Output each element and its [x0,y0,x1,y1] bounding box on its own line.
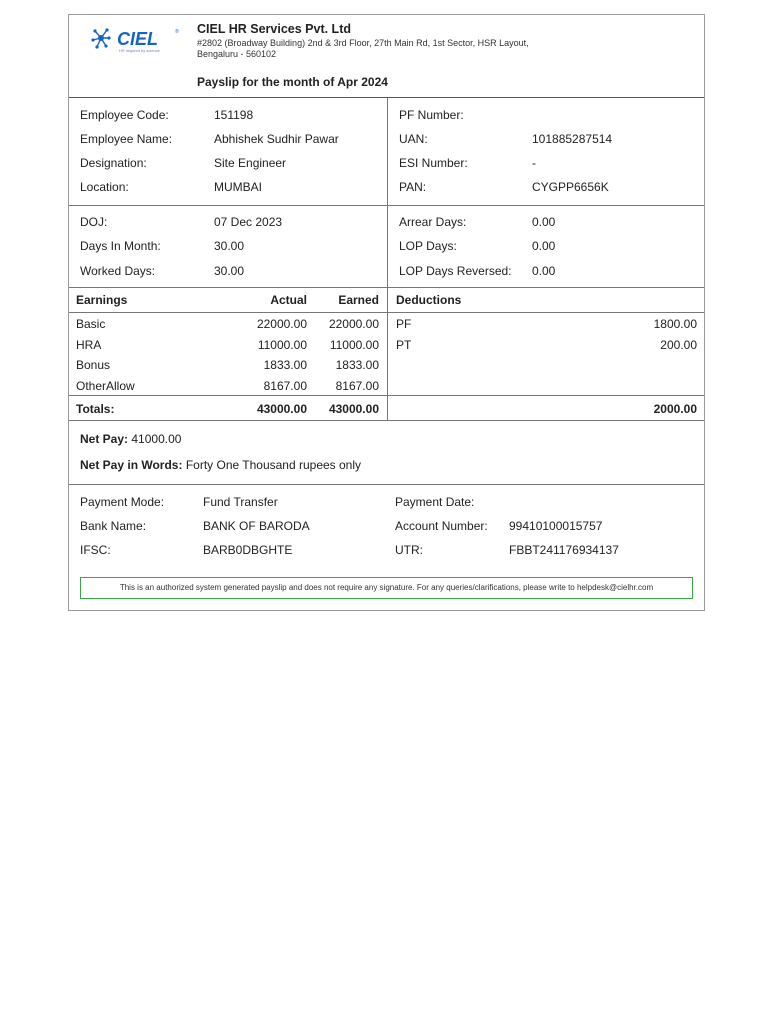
location: MUMBAI [214,180,262,194]
lop-days: 0.00 [532,239,556,253]
deduction-name: PF [396,317,412,331]
total-earned: 43000.00 [328,402,379,416]
net-pay-section [69,421,704,485]
company-address: #2802 (Broadway Building) 2nd & 3rd Floor, 27th Main Rd, 1st Sector, HSR Layout, Bengaluru - 560102 [197,38,529,59]
arrear-days: 0.00 [532,215,556,229]
attendance-details [69,206,704,288]
field-label: LOP Days Reversed: [399,264,512,278]
field-label: DOJ: [80,215,108,229]
total-actual: 43000.00 [256,402,307,416]
field-label: Days In Month: [80,239,161,253]
field-label: Bank Name: [80,519,147,533]
earning-actual: 8167.00 [263,379,307,393]
svg-text:CIEL: CIEL [117,29,159,49]
field-label: Worked Days: [80,264,156,278]
pan: CYGPP6656K [532,180,609,194]
earning-actual: 11000.00 [257,338,307,352]
field-label: Payment Date: [395,495,475,509]
net-pay-words-value: Forty One Thousand rupees only [185,458,362,472]
total-deductions: 2000.00 [653,402,697,416]
earning-name: Basic [76,317,106,331]
net-pay: Net Pay: 41000.00 [80,432,182,446]
deduction-amount: 200.00 [660,338,697,352]
svg-text:®: ® [175,29,179,35]
employee-code: 151198 [214,108,254,122]
field-label: Employee Name: [80,132,173,146]
company-name: CIEL HR Services Pvt. Ltd [197,22,351,36]
uan: 101885287514 [532,132,613,146]
deductions-header: Deductions [396,293,462,307]
field-label: IFSC: [80,543,111,557]
earning-name: Bonus [76,358,111,372]
field-label: UAN: [399,132,428,146]
earning-earned: 1833.00 [335,358,379,372]
field-label: UTR: [395,543,423,557]
earning-actual: 22000.00 [256,317,307,331]
designation: Site Engineer [214,156,287,170]
payment-details [69,485,704,610]
esi-number: - [532,156,536,170]
ifsc: BARB0DBGHTE [203,543,293,557]
earning-name: OtherAllow [76,379,135,393]
payslip-header [69,15,704,98]
field-label: Designation: [80,156,147,170]
earned-header: Earned [338,293,379,307]
field-label: Account Number: [395,519,488,533]
earning-name: HRA [76,338,102,352]
net-pay-words: Net Pay in Words: Forty One Thousand rupees only [80,458,362,472]
payslip [68,14,705,611]
field-label: Employee Code: [80,108,169,122]
deduction-name: PT [396,338,412,352]
field-label: ESI Number: [399,156,468,170]
field-label: PAN: [399,180,427,194]
field-label: LOP Days: [399,239,457,253]
lop-days-reversed: 0.00 [532,264,556,278]
payment-mode: Fund Transfer [203,495,278,509]
field-label: PF Number: [399,108,464,122]
earnings-deductions-table [69,288,704,421]
field-label: Payment Mode: [80,495,165,509]
ciel-logo [89,24,179,58]
bank-name: BANK OF BARODA [203,519,310,533]
employee-details [69,98,704,206]
employee-name: Abhishek Sudhir Pawar [214,132,339,146]
svg-text:HR inspired by science: HR inspired by science [119,48,160,53]
doj: 07 Dec 2023 [214,215,283,229]
deduction-amount: 1800.00 [653,317,697,331]
earnings-header: Earnings [76,293,128,307]
payslip-title: Payslip for the month of Apr 2024 [197,75,388,89]
net-pay-value: 41000.00 [131,432,182,446]
earning-earned: 11000.00 [329,338,379,352]
worked-days: 30.00 [214,264,245,278]
utr: FBBT241176934137 [509,543,619,557]
totals-label: Totals: [76,402,115,416]
authorization-note: This is an authorized system generated payslip and does not require any signature. For any queries/clarifications, please write to helpdesk@cielhr.com [80,577,693,599]
earning-earned: 22000.00 [328,317,379,331]
field-label: Location: [80,180,129,194]
actual-header: Actual [270,293,307,307]
earning-actual: 1833.00 [263,358,307,372]
account-number: 99410100015757 [509,519,603,533]
days-in-month: 30.00 [214,239,245,253]
field-label: Arrear Days: [399,215,467,229]
earning-earned: 8167.00 [335,379,379,393]
